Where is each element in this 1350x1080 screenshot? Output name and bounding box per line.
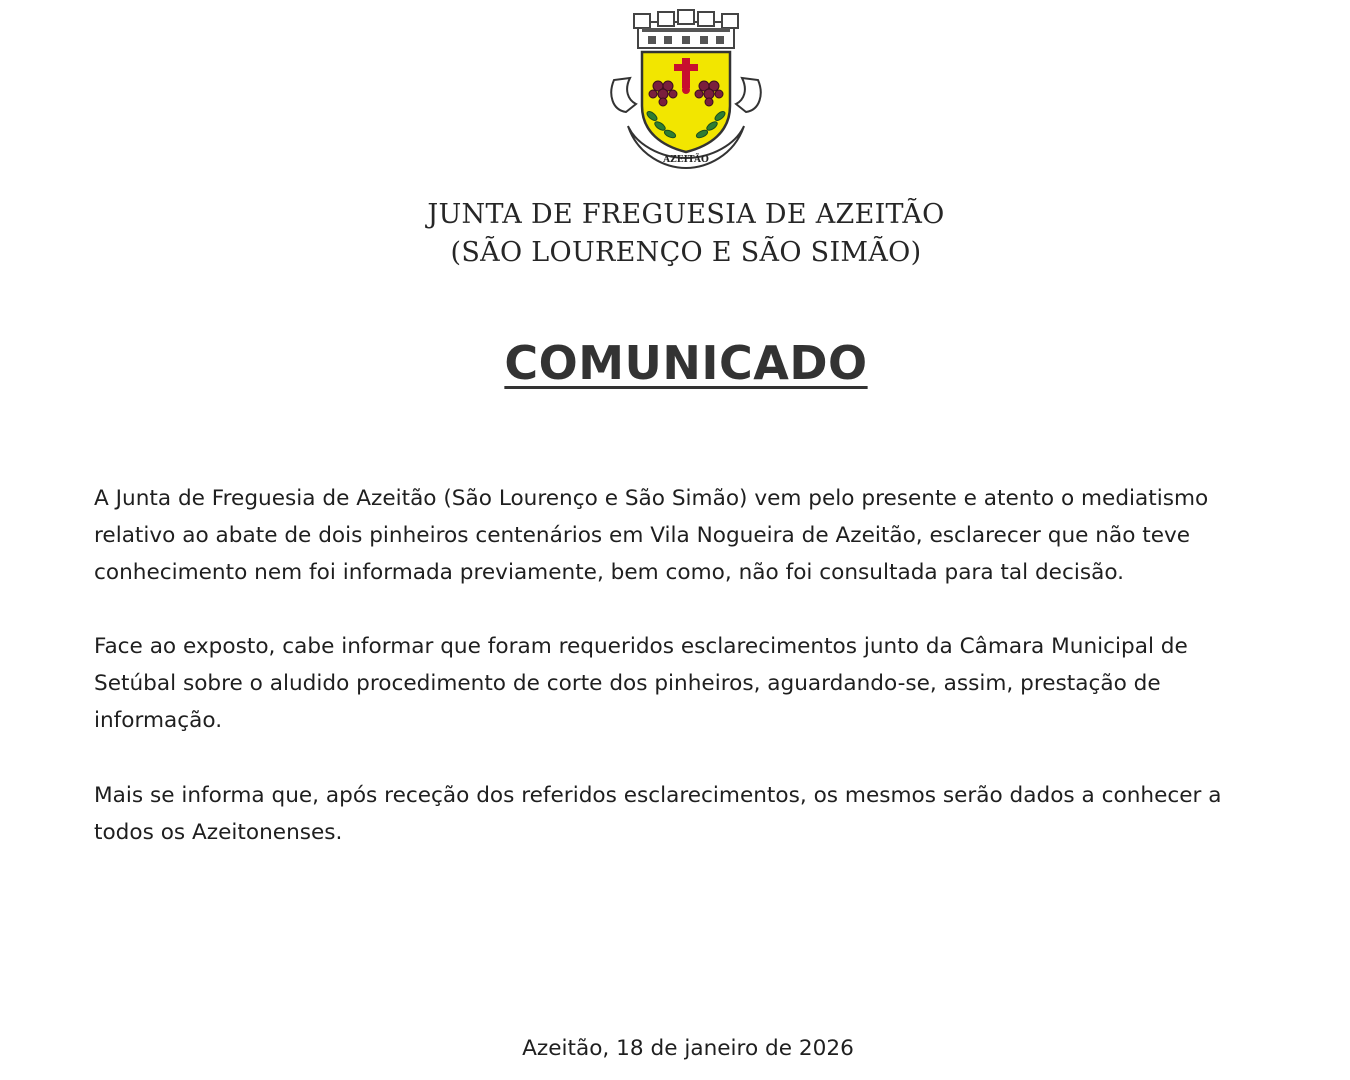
coat-of-arms-icon: [608, 8, 764, 172]
document-title: COMUNICADO: [504, 336, 868, 390]
paragraph-1: A Junta de Freguesia de Azeitão (São Lourenço e São Simão) vem pelo presente e atento o mediatismo relativo ao abate de dois pinheiros centenários em Vila Nogueira de Azeitão, esclarecer que não teve conhecimento nem foi informada previamente, bem como, não foi consultada para tal decisão.: [94, 486, 1209, 585]
date-location-line: Azeitão, 18 de janeiro de 2026: [522, 1036, 854, 1061]
organization-name-line2: (SÃO LOURENÇO E SÃO SIMÃO): [450, 237, 922, 268]
organization-name-line1: JUNTA DE FREGUESIA DE AZEITÃO: [427, 199, 945, 230]
paragraph-3: Mais se informa que, após receção dos referidos esclarecimentos, os mesmos serão dados a conhecer a todos os Azeitonenses.: [94, 783, 1222, 845]
crest-motto: AZEITÃO: [663, 155, 709, 165]
paragraph-2: Face ao exposto, cabe informar que foram requeridos esclarecimentos junto da Câmara Municipal de Setúbal sobre o aludido procedimento de corte dos pinheiros, aguardando-se, assim, prestação de informação.: [94, 634, 1188, 733]
